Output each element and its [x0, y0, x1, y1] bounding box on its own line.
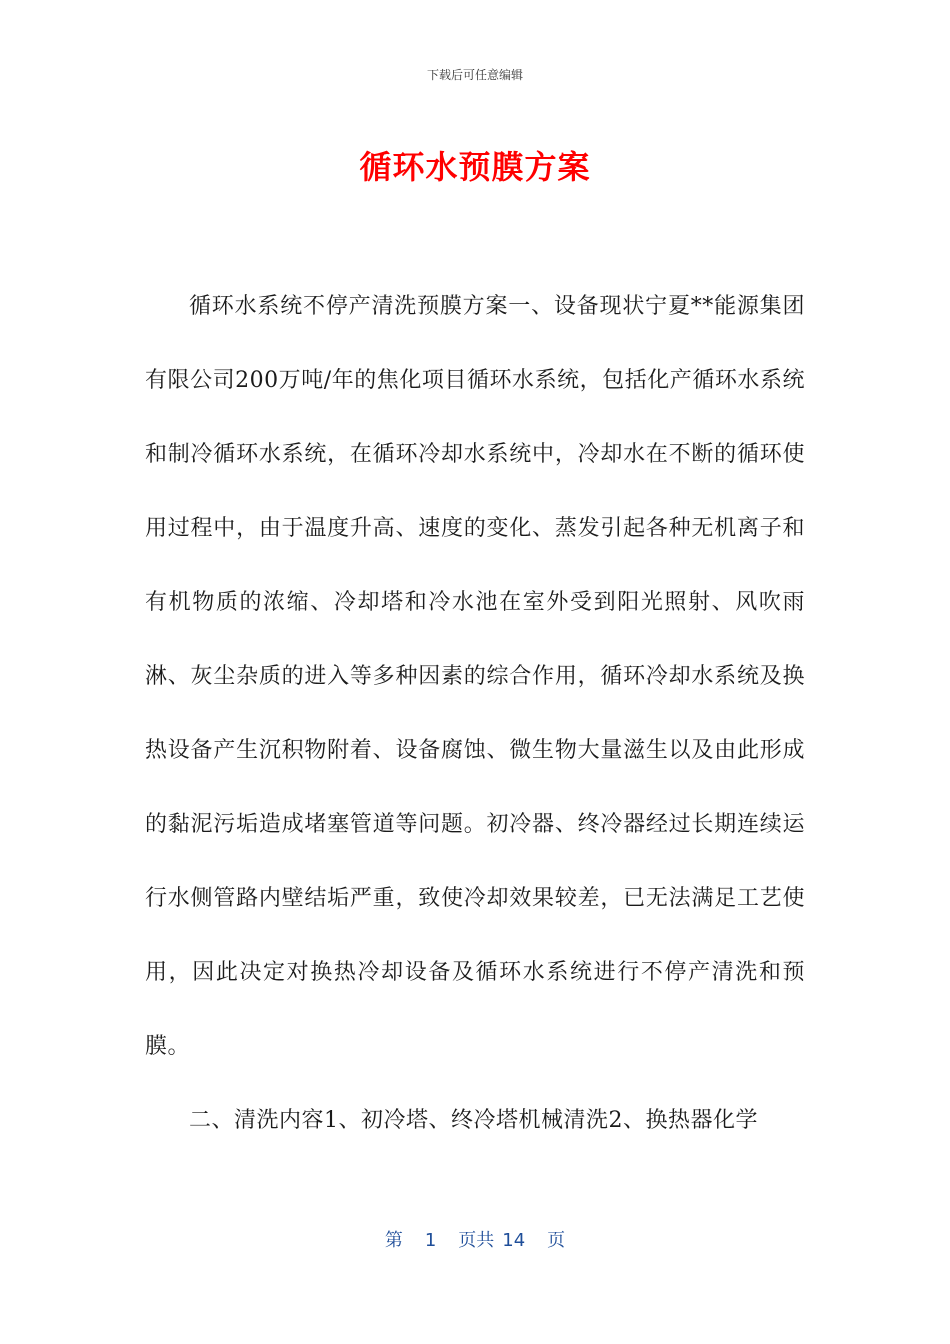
document-title: 循环水预膜方案 — [359, 148, 591, 186]
document-body — [145, 270, 805, 1158]
paragraph-1: 循环水系统不停产清洗预膜方案一、设备现状宁夏**能源集团有限公司200万吨/年的焦化项目循环水系统，包括化产循环水系统和制冷循环水系统，在循环冷却水系统中，冷却水在不断的循环使用过程中，由于温度升高、速度的变化、蒸发引起各种无机离子和有机物质的浓缩、冷却塔和冷水池在室外受到阳光照射、风吹雨淋、灰尘杂质的进入等多种因素的综合作用，循环冷却水系统及换热设备产生沉积物附着、设备腐蚀、微生物大量滋生以及由此形成的黏泥污垢造成堵塞管道等问题。初冷器、终冷器经过长期连续运行水侧管路内壁结垢严重，致使冷却效果较差，已无法满足工艺使用，因此决定对换热冷却设备及循环水系统进行不停产清洗和预膜。 — [145, 294, 805, 1059]
page-current: 1 — [424, 1230, 437, 1251]
page-prefix: 第 — [384, 1230, 403, 1251]
paragraph-2: 二、清洗内容1、初冷塔、终冷塔机械清洗2、换热器化学 — [189, 1108, 758, 1133]
header-note: 下载后可任意编辑 — [426, 68, 523, 82]
page-suffix: 页 — [547, 1230, 566, 1251]
page-middle: 页共 — [458, 1230, 495, 1251]
page-footer — [0, 1226, 950, 1252]
page-total: 14 — [502, 1230, 526, 1251]
